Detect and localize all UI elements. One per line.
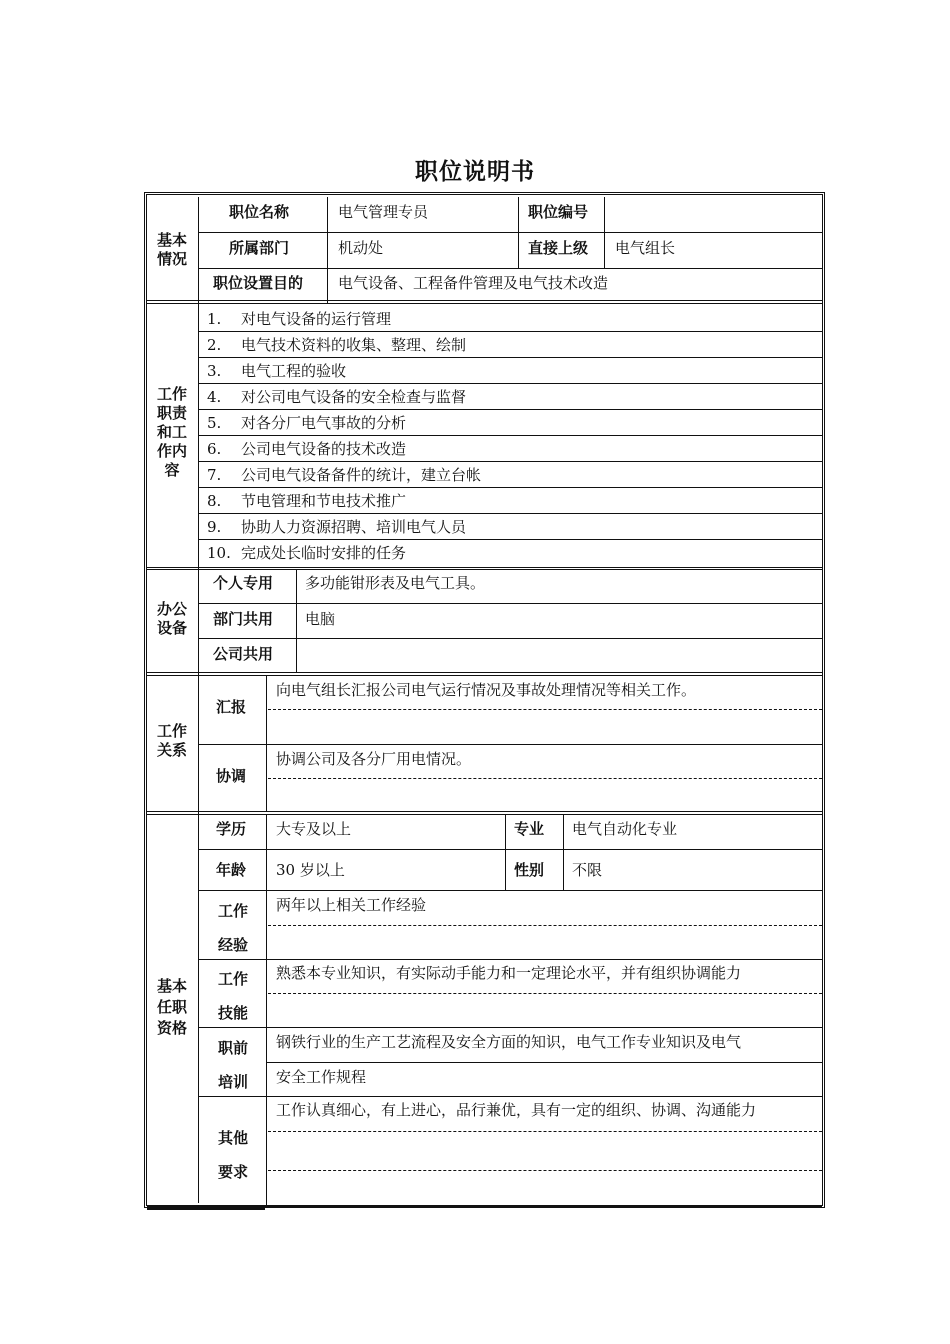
purpose-label: 职位设置目的 bbox=[213, 274, 304, 292]
duty-item bbox=[207, 412, 406, 433]
duty-item-number: 5. bbox=[207, 414, 222, 432]
section-duties-label: 工作职责和工作内容 bbox=[156, 385, 187, 479]
age-label: 年龄 bbox=[216, 861, 247, 879]
duty-item-number: 7. bbox=[207, 466, 222, 484]
position-name-value: 电气管理专员 bbox=[338, 203, 429, 221]
duty-item bbox=[207, 308, 391, 329]
duty-item-text: 电气工程的验收 bbox=[241, 362, 347, 380]
education-value: 大专及以上 bbox=[276, 820, 352, 838]
duty-item-text: 公司电气设备备件的统计，建立台帐 bbox=[241, 466, 482, 484]
department-value: 机动处 bbox=[338, 239, 384, 257]
duty-item-number: 1. bbox=[207, 310, 222, 328]
duty-item bbox=[207, 516, 466, 537]
duty-item-text: 完成处长临时安排的任务 bbox=[241, 544, 407, 562]
experience-label: 工作经验 bbox=[217, 902, 248, 954]
supervisor-label: 直接上级 bbox=[528, 239, 589, 257]
section-relations-label: 工作关系 bbox=[156, 722, 187, 759]
training-value-line1: 钢铁行业的生产工艺流程及安全方面的知识，电气工作专业知识及电气 bbox=[276, 1033, 742, 1051]
duty-item bbox=[207, 360, 346, 381]
duty-item-text: 节电管理和节电技术推广 bbox=[241, 492, 407, 510]
duty-item-number: 9. bbox=[207, 518, 222, 536]
department-label: 所属部门 bbox=[229, 239, 290, 257]
age-value: 30 岁以上 bbox=[276, 861, 345, 879]
duty-item-text: 对公司电气设备的安全检查与监督 bbox=[241, 388, 467, 406]
report-label: 汇报 bbox=[216, 698, 247, 716]
section-qualifications-label: 基本任职资格 bbox=[156, 977, 187, 1037]
duty-item-text: 协助人力资源招聘、培训电气人员 bbox=[241, 518, 467, 536]
position-name-label: 职位名称 bbox=[229, 203, 290, 221]
document-title: 职位说明书 bbox=[415, 159, 535, 185]
company-equipment-label: 公司共用 bbox=[213, 645, 274, 663]
dept-equipment-value: 电脑 bbox=[305, 610, 336, 628]
major-label: 专业 bbox=[514, 820, 545, 838]
position-code-label: 职位编号 bbox=[528, 203, 589, 221]
gender-value: 不限 bbox=[572, 861, 603, 879]
major-value: 电气自动化专业 bbox=[572, 820, 678, 838]
duty-item bbox=[207, 438, 406, 459]
duty-item-number: 2. bbox=[207, 336, 222, 354]
duty-item-number: 4. bbox=[207, 388, 222, 406]
skills-label: 工作技能 bbox=[217, 970, 248, 1022]
personal-equipment-value: 多功能钳形表及电气工具。 bbox=[305, 574, 486, 592]
duty-item-text: 对各分厂电气事故的分析 bbox=[241, 414, 407, 432]
purpose-value: 电气设备、工程备件管理及电气技术改造 bbox=[338, 274, 609, 292]
duty-item-number: 6. bbox=[207, 440, 222, 458]
section-basic-info-label: 基本情况 bbox=[156, 231, 187, 268]
duty-item bbox=[207, 542, 406, 563]
duty-item-text: 公司电气设备的技术改造 bbox=[241, 440, 407, 458]
dept-equipment-label: 部门共用 bbox=[213, 610, 274, 628]
duty-item-number: 3. bbox=[207, 362, 222, 380]
coordinate-label: 协调 bbox=[216, 767, 247, 785]
duty-item bbox=[207, 386, 466, 407]
gender-label: 性别 bbox=[514, 861, 545, 879]
section-equipment-label: 办公设备 bbox=[156, 600, 187, 637]
report-value: 向电气组长汇报公司电气运行情况及事故处理情况等相关工作。 bbox=[276, 681, 697, 699]
supervisor-value: 电气组长 bbox=[615, 239, 676, 257]
duty-item bbox=[207, 334, 466, 355]
other-requirements-value: 工作认真细心，有上进心，品行兼优，具有一定的组织、协调、沟通能力 bbox=[276, 1101, 757, 1119]
duty-item-number: 8. bbox=[207, 492, 222, 510]
experience-value: 两年以上相关工作经验 bbox=[276, 896, 427, 914]
education-label: 学历 bbox=[216, 820, 247, 838]
duty-item bbox=[207, 464, 481, 485]
other-requirements-label: 其他要求 bbox=[217, 1129, 248, 1181]
training-label: 职前培训 bbox=[217, 1039, 248, 1091]
coordinate-value: 协调公司及各分厂用电情况。 bbox=[276, 750, 472, 768]
duty-item bbox=[207, 490, 406, 511]
duty-item-text: 对电气设备的运行管理 bbox=[241, 310, 392, 328]
personal-equipment-label: 个人专用 bbox=[213, 574, 274, 592]
duty-item-text: 电气技术资料的收集、整理、绘制 bbox=[241, 336, 467, 354]
duty-item-number: 10. bbox=[207, 544, 231, 562]
training-value-line2: 安全工作规程 bbox=[276, 1068, 367, 1086]
skills-value: 熟悉本专业知识，有实际动手能力和一定理论水平，并有组织协调能力 bbox=[276, 964, 742, 982]
